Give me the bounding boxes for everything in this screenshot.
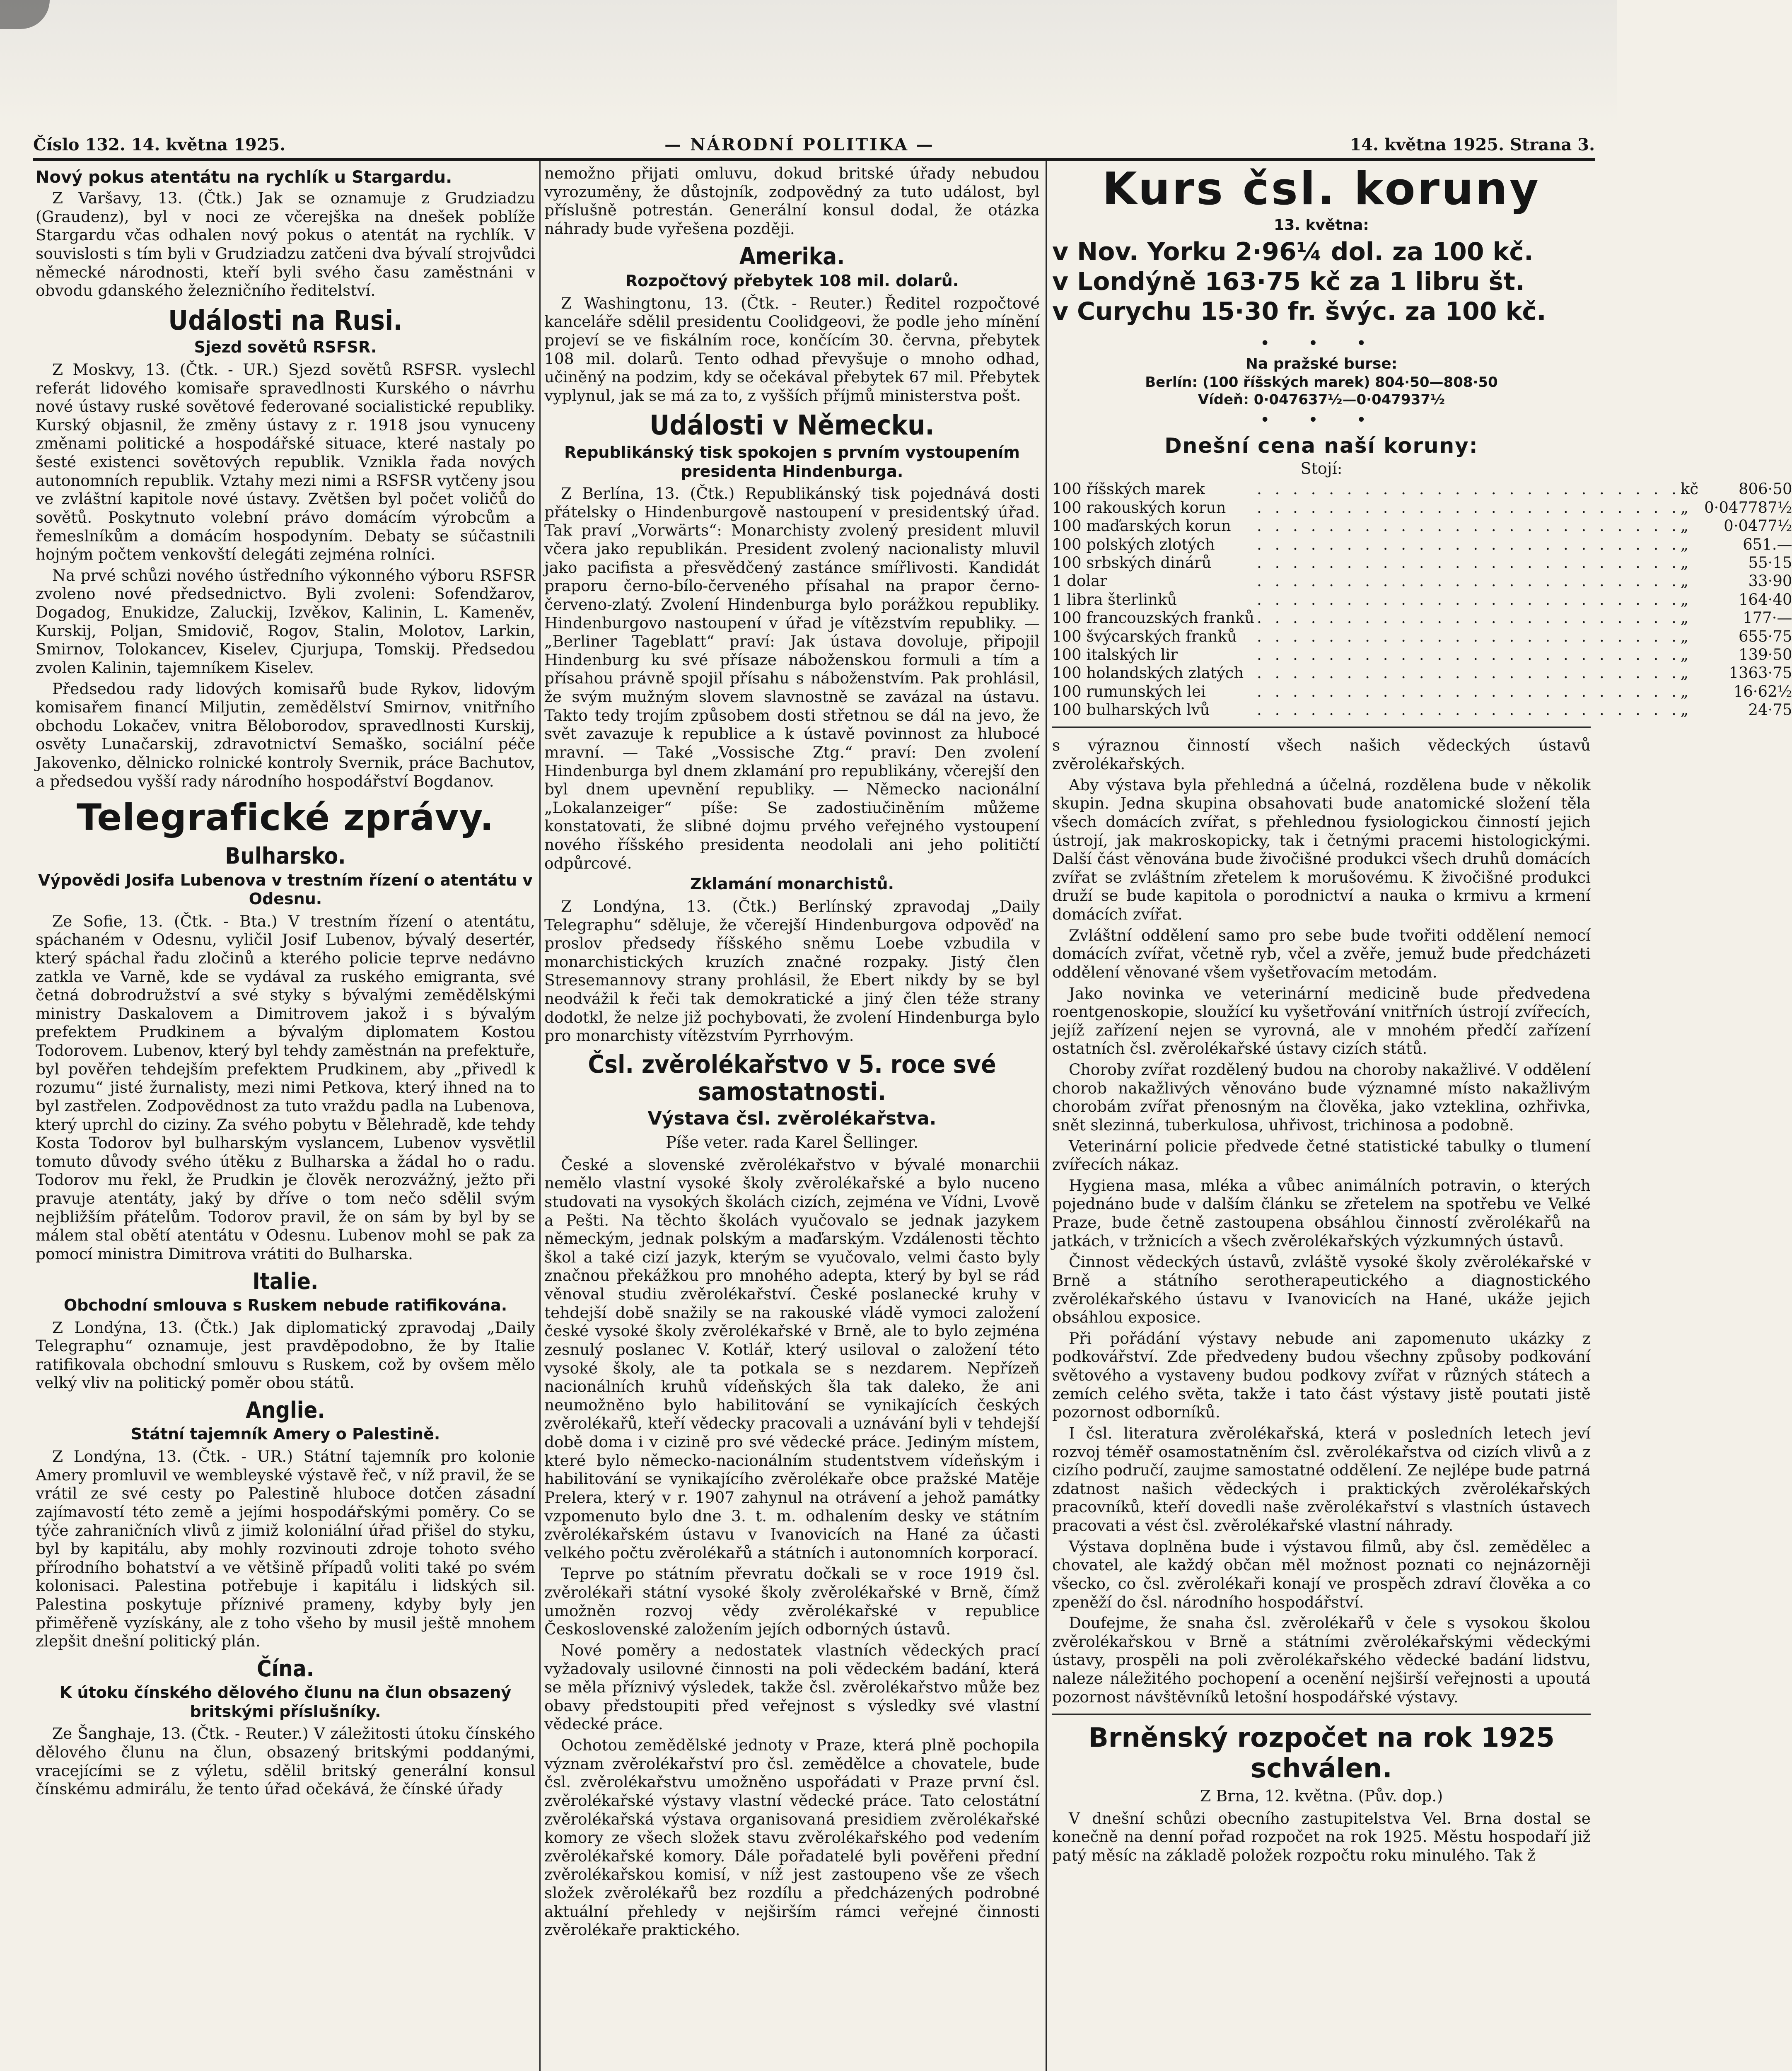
article-subtitle: Rozpočtový přebytek 108 mil. dolarů. <box>625 272 959 290</box>
leader-dots: . . . . . . . . . . . . . . . . . . . . . . . . <box>1257 682 1681 700</box>
country-heading-anglie: Anglie. <box>246 1397 325 1424</box>
section-title-telegraficke: Telegrafické zprávy. <box>77 796 494 839</box>
rate-value: 24·75 <box>1748 701 1792 719</box>
rate-row <box>1052 664 1792 682</box>
rate-currency: 1 dolar <box>1052 572 1107 590</box>
rate-unit: kč <box>1680 480 1699 498</box>
rate-currency: 100 rakouských korun <box>1052 498 1226 517</box>
article-text: České a slovenské zvěrolékařstvo v bývalé monarchii nemělo vlastní vysoké školy zvěrolékařské a bylo nuceno studovati na vysokých školách cizích, zejména ve Vídni, Lvově a Pešti. Na těchto školách vyučovalo se jednak jazykem německým, jednak polským a maďarským. Vzdálenosti těchto škol a také cizí jazyk, kterým se vyučovalo, velmi často byly značnou překážkou pro mnohého adepta, který by byl se rád věnoval studiu zvěrolékařství. České poslanecké kruhy v tehdejší době snažily se na rakouské vládě vymoci založení české vysoké školy zvěrolékařské v Brně, ale to bylo zejména zesnulý poslanec V. Kotlář, který usiloval o založení této vysoké školy, ale ta potkala se s nezdarem. Nepřízeň nacionálních kruhů vídeňských šla tak daleko, že ani neumožněno bylo habilitování se vynikajících českých zvěrolékařů, kteří vědecky pracovali a uznávání byli v tehdejší době doma i v cizině pro své vědecké práce. Jediným místem, které bylo německo-nacionálním studentstvem vídeňským i habilitování se vynikajícího zvěrolékaře obce pražské Matěje Prelera, který v r. 1907 zahynul na otrávení a jehož památky vzpomenuto bylo dne 3. t. m. odhalením desky ve státním zvěrolékařském ústavu v Ivanovicích na Hané za účasti velkého počtu zvěrolékařů a státních i autonomních korporací. <box>544 1155 1040 1562</box>
rate-row <box>1052 517 1792 535</box>
leader-dots: . . . . . . . . . . . . . . . . . . . . . . . . <box>1257 553 1681 572</box>
leader-dots: . . . . . . . . . . . . . . . . . . . . . . . . <box>1257 664 1681 682</box>
article-text: Z Berlína, 13. (Čtk.) Republikánský tisk pojednává dosti přátelsky o Hindenburgově nastoupení v presidentský úřad. Tak praví „Vorwärts“: Monarchisty zvolený president mluvil včera jako republikán. President zvolený nacionalisty mluvil jako pacifista a přesvědčený zastánce smířlivosti. Kandidát praporu černo-bílo-červeného přísahal na prapor černo-červeno-zlatý. Zvolení Hindenburga bylo porážkou republiky. Hindenburgovo nastoupení v úřad je vítězstvím republiky. — „Berliner Tageblatt“ praví: Jak ústava dovoluje, připojil Hindenburg ku své přísaze náboženskou formuli a tím a přísahou právně spojil přísahu s náboženstvím. Pak prohlásil, že svým mužným slovem slavnostně se zavázal na ústavu. Takto tedy trojím způsobem dosti střetnou se dál na jevo, že svět zavazuje k republice a k ústavě povinnost za hlubocé mravní. — Také „Vossische Ztg.“ praví: Den zvolení Hindenburga byl dnem zklamání pro republikány, včerejší den byl dnem upevnění republiky. — Německo nacionální „Lokalanzeiger“ píše: Se zadostiučiněním můžeme konstatovati, že slibné dojmu prvého veřejného vystoupení nového říšského presidenta neodolali ani jeho političtí odpůrcové. <box>544 484 1040 872</box>
rate-value: 164·40 <box>1739 590 1792 608</box>
column-separator <box>1052 1714 1591 1715</box>
rate-currency: 100 maďarských korun <box>1052 517 1231 535</box>
article-text: nemožno přijati omluvu, dokud britské úřady nebudou vyrozuměny, že důstojník, zodpovědný za tuto událost, byl příslušně potrestán. Generální konsul dodal, že otázka náhrady bude vyřešena později. <box>544 164 1040 238</box>
leader-dots: . . . . . . . . . . . . . . . . . . . . . . . . <box>1257 498 1681 517</box>
rate-value: 177·— <box>1743 609 1792 627</box>
separator-stars: • • • <box>1260 410 1383 430</box>
article-text: Nové poměry a nedostatek vlastních vědeckých prací vyžadovaly usilovné činnosti na poli vědeckém badání, která se měla příznivý výsledek, takže čsl. zvěrolékařstvo může bez obavy předstoupiti před veřejnost s výsledky své vlastní vědecké práce. <box>544 1641 1040 1733</box>
rate-currency: 1 libra šterlinků <box>1052 590 1177 608</box>
bourse-berlin: Berlín: (100 říšských marek) 804·50—808·50 <box>1145 374 1498 391</box>
rate-currency: 100 rumunských lei <box>1052 682 1206 700</box>
leader-dots: . . . . . . . . . . . . . . . . . . . . . . . . <box>1257 590 1681 608</box>
country-heading-italie: Italie. <box>252 1268 319 1294</box>
separator-stars: • • • <box>1260 334 1383 353</box>
leader-dots: . . . . . . . . . . . . . . . . . . . . . . . . <box>1257 627 1681 645</box>
rate-currency: 100 říšských marek <box>1052 480 1205 498</box>
rate-currency: 100 italských lir <box>1052 645 1178 664</box>
rate-unit: „ <box>1680 535 1689 553</box>
article-text: Doufejme, že snaha čsl. zvěrolékařů v čele s vysokou školou zvěrolékařskou v Brně a státními zvěrolékařskými vědeckými ústavy, prospěli na poli zvěrolékařského vědecké badání lidstvu, naleze náležitého pochopení a ocenění nejširší veřejnosti a upoutá pozornost návštěvníků letošní hospodářské výstavy. <box>1052 1614 1591 1706</box>
rate-london: v Londýně 163·75 kč za 1 libru št. <box>1052 267 1525 297</box>
article-subtitle: Státní tajemník Amery o Palestině. <box>130 1425 440 1443</box>
article-text: Veterinární policie předvede četné statistické tabulky o tlumení zvířecích nákaz. <box>1052 1137 1591 1174</box>
article-author: Píše veter. rada Karel Šellinger. <box>666 1133 918 1151</box>
article-subtitle: Sjezd sovětů RSFSR. <box>194 338 377 357</box>
rate-value: 55·15 <box>1748 553 1792 572</box>
rate-value: 806·50 <box>1739 480 1792 498</box>
section-title-nemecko: Události v Německu. <box>650 409 935 442</box>
rate-row <box>1052 609 1792 627</box>
rate-value: 0·0477½ <box>1724 517 1792 535</box>
article-subtitle: Zklamání monarchistů. <box>690 875 894 893</box>
issue-number-date: Číslo 132. 14. května 1925. <box>33 135 286 154</box>
rate-currency: 100 francouzských franků <box>1052 609 1255 627</box>
article-text: Ochotou zemědělské jednoty v Praze, která plně pochopila význam zvěrolékařství pro čsl. zemědělce a chovatele, bude čsl. zvěrolékařstvu umožněno uspořádati v Praze první čsl. zvěrolékařské výstavy vlastní vědecké práce. Tato celostátní zvěrolékařská výstava organisovaná presidiem zvěrolékařské komory ze všech složek stavu zvěrolékařského pod vedením zvěrolékařské komory. Dále pořadatelé byli pověřeni přední zvěrolékařskou komisí, v níž jest zastoupeno vše ze všech složek zvěrolékařů bez rozdílu a předcházených podrobné aktuální přehledy v nejširším rámci veřejné činnosti zvěrolékaře praktického. <box>544 1736 1040 1939</box>
article-text: Ze Sofie, 13. (Čtk. - Bta.) V trestním řízení o atentátu, spáchaném v Odesnu, vyličil Josif Lubenov, bývalý desertér, který spáchal řadu zločinů a kterého policie teprve nedávno zatkla ve Varně, kde se vydával za ruského emigranta, své četná dobrodružství a své styky s bývalými zemědělskými ministry Daskalovem a Dimitrovem jakož i s bývalým prefektem Prudkinem a bývalým diplomatem Kostou Todorovem. Lubenov, který byl tehdy zaměstnán na prefektuře, byl pověřen tehdejším prefektem Prudkinem, aby „přivedl k rozumu“ jisté žurnalisty, mezi nimi Petkova, který ihned na to byl zastřelen. Zodpovědnost za tuto vraždu padla na Lubenova, který uprchl do ciziny. Za svého pobytu v Bělehradě, kde tehdy Kosta Todorov byl bulharským vyslancem, Lubenov vysvětlil tomuto důvody svého útěku z Bulharska a žádal ho o radu. Todorov mu řekl, že Prudkin je člověk nerozvážný, ježto při pravuje atentáty, jaký by dříve o tom nečo sdělil svým nejbližším přátelům. Todorov pravil, že on sám by byl by se málem stal obětí atentátu v Odesnu. Lubenov mohl se pak za pomocí ministra Dimitrova vrátiti do Bulharska. <box>36 912 535 1263</box>
rate-unit: „ <box>1680 664 1689 682</box>
page-top-margin <box>0 0 1617 124</box>
rate-unit: „ <box>1680 590 1689 608</box>
article-text: V dnešní schůzi obecního zastupitelstva Vel. Brna dostal se konečně na denní pořad rozpočet na rok 1925. Městu hospodaří již patý měsíc na základě položek rozpočtu roku minulého. Tak ž <box>1052 1809 1591 1864</box>
rate-currency: 100 bulharských lvů <box>1052 701 1210 719</box>
article-text: Choroby zvířat rozdělený budou na choroby nakažlivé. V oddělení chorob nakažlivých věnováno bude významné místo nakažlivým chorobám zvířat přenosným na člověka, jako vzteklina, ozhřivka, snět slezinná, tuberkulosa, uhřivost, trichinosa a podobně. <box>1052 1060 1591 1134</box>
section-title-rusko: Události na Rusi. <box>168 304 403 336</box>
rates-table <box>1052 480 1792 719</box>
date-page-number: 14. května 1925. Strana 3. <box>1350 135 1595 154</box>
country-heading-cina: Čína. <box>256 1655 314 1682</box>
newspaper-title: — NÁRODNÍ POLITIKA — <box>664 135 935 154</box>
leader-dots: . . . . . . . . . . . . . . . . . . . . . . . . <box>1257 572 1681 590</box>
rate-row <box>1052 554 1792 572</box>
rate-new-york: v Nov. Yorku 2·96¼ dol. za 100 kč. <box>1052 237 1534 267</box>
article-title-brno-budget: Brněnský rozpočet na rok 1925 schválen. <box>1088 1723 1555 1784</box>
article-text: Předsedou rady lidových komisařů bude Rykov, lidovým komisařem financí Miljutin, zemědělství Smirnov, vnitřního obchodu Lokačev, vnitra Běloborodov, spravedlnosti Kurskij, osvěty Lunačarskij, zdravotnictví Semaško, sociální péče Jakovenko, dělnicko rolnické kontroly Svernik, práce Bachutov, a předsedou vyšší rady národního hospodářství Bogdanov. <box>36 679 535 790</box>
rate-unit: „ <box>1680 627 1689 645</box>
rate-row <box>1052 499 1792 517</box>
column-rule-1 <box>539 161 541 2071</box>
article-text: Ze Šanghaje, 13. (Čtk. - Reuter.) V záležitosti útoku čínského dělového člunu na člun, obsazený britskými poddanými, vracejícími se z výletu, sdělil britský generální konsul čínskému admirálu, že tento úřad očekává, že čínské úřady <box>36 1724 535 1798</box>
article-subtitle: K útoku čínského dělového člunu na člun obsazený britskými příslušníky. <box>59 1683 512 1721</box>
leader-dots: . . . . . . . . . . . . . . . . . . . . . . . . <box>1257 609 1681 627</box>
article-text: Hygiena masa, mléka a vůbec animálních potravin, o kterých pojednáno bude v dalším článku se zřetelem na spotřebu ve Velké Praze, bude četně zastoupena obsáhlou činností zvěrolékařů na jatkách, v tržnicích a všech zvěrolékařských výzkumných ústavů. <box>1052 1176 1591 1250</box>
article-text: Výstava doplněna bude i výstavou filmů, aby čsl. zemědělec a chovatel, ale každý občan měl možnost poznati co nejnázorněji všecko, co čsl. zvěrolékaři konají ve prospěch zdraví člověka a co zpeněží do čsl. národního hospodářství. <box>1052 1537 1591 1611</box>
rate-row <box>1052 536 1792 554</box>
exchange-rate-date: 13. května: <box>1274 217 1369 234</box>
leader-dots: . . . . . . . . . . . . . . . . . . . . . . . . <box>1257 517 1681 535</box>
rate-row <box>1052 480 1792 498</box>
rate-unit: „ <box>1680 682 1689 700</box>
rate-currency: 100 polských zlotých <box>1052 535 1215 553</box>
article-text: I čsl. literatura zvěrolékařská, která v posledních letech jeví rozvoj téměř osamostatněním čsl. zvěrolékařstva od cizích vlivů a z cizího područí, zaujme samostatné oddělení. Ze nejlépe bude patrná zdatnost našich vědeckých i praktických zvěrolékařských pracovníků, kteří dovedli naše zvěrolékařství s vlastních ústavech pracovati a vést čsl. zvěrolékařské vlastní náhrady. <box>1052 1424 1591 1535</box>
article-text: Činnost vědeckých ústavů, zvláště vysoké školy zvěrolékařské v Brně a státního serotherapeutického a diagnostického zvěrolékařského ústavu v Ivanovicích na Hané, ukáže jejich obsáhlou exposice. <box>1052 1253 1591 1327</box>
article-text: Zvláštní oddělení samo pro sebe bude tvořiti oddělení nemocí domácích zvířat, včetně ryb, včel a zvěře, jemuž bude předcházeti oddělení věnované všem vyšetřovacím metodám. <box>1052 926 1591 981</box>
rate-unit: „ <box>1680 609 1689 627</box>
column-separator <box>1052 727 1591 728</box>
exchange-rate-title: Kurs čsl. koruny <box>1102 163 1541 215</box>
column-2 <box>544 164 1040 2071</box>
rate-value: 33·90 <box>1748 572 1792 590</box>
article-text: s výraznou činností všech našich vědeckých ústavů zvěrolékařských. <box>1052 736 1591 773</box>
bourse-heading: Na pražské burse: <box>1245 355 1398 373</box>
article-subtitle: Výpovědi Josifa Lubenova v trestním řízení o atentátu v Odesnu. <box>38 871 533 908</box>
rate-currency: 100 holandských zlatých <box>1052 664 1244 682</box>
country-heading-amerika: Amerika. <box>739 243 845 270</box>
rate-row <box>1052 591 1792 609</box>
column-rule-2 <box>1046 161 1047 2071</box>
rate-row <box>1052 572 1792 590</box>
rate-zurich: v Curychu 15·30 fr. švýc. za 100 kč. <box>1052 297 1546 326</box>
rate-row <box>1052 683 1792 701</box>
rate-unit: „ <box>1680 572 1689 590</box>
column-3 <box>1052 163 1792 2071</box>
article-subtitle: Obchodní smlouva s Ruskem nebude ratifikována. <box>63 1296 507 1314</box>
article-text: Z Varšavy, 13. (Čtk.) Jak se oznamuje z Grudziadzu (Graudenz), byl v noci ze včerejška na dnešek poblíže Stargardu včas odhalen nový pokus o atentát na rychlík. V souvislosti s tím byli v Grudziadzu zatčeni dva bývalí strojvůdci německé národnosti, kteří byli svého času zaměstnáni v obvodu gdanského železničního ředitelství. <box>36 189 535 300</box>
leader-dots: . . . . . . . . . . . . . . . . . . . . . . . . <box>1257 480 1681 498</box>
rate-value: 139·50 <box>1739 645 1792 664</box>
article-text: Z Londýna, 13. (Čtk.) Jak diplomatický zpravodaj „Daily Telegraphu“ oznamuje, jest pravděpodobno, že by Italie ratifikovala obchodní smlouvu s Ruskem, což by ovšem mělo velký vliv na politický poměr obou států. <box>36 1318 535 1392</box>
rate-row <box>1052 701 1792 719</box>
article-subtitle: Republikánský tisk spokojen s prvním vystoupením presidenta Hindenburga. <box>564 443 1020 480</box>
rate-unit: „ <box>1680 517 1689 535</box>
article-text: Z Londýna, 13. (Čtk. - UR.) Státní tajemník pro kolonie Amery promluvil ve wembleyské výstavě řeč, v níž pravil, že se vrátil ze své cesty po Palestině hluboce dotčen zásadní zajímavostí této země a jejími hospodářskými poměry. Co se týče zahraničních vlivů z jimiž koloniální úřad přišel do styku, byl by kapitálu, aby mohly rozvinouti zdroje tohoto svého přírodního bohatství a ve většině případů voliti také po svém kolonisaci. Palestina potřebuje i kapitálu i lidských sil. Palestina poskytuje příznivé prameny, kdyby byly jen přiměřeně vyzískány, ale z toho všeho by musil ještě mnohem zlepšit dnešní politický plán. <box>36 1447 535 1651</box>
page-header <box>33 132 1595 161</box>
article-text: Při pořádání výstavy nebude ani zapomenuto ukázky z podkovářství. Zde předvedeny budou všechny způsoby podkování světového a vystaveny budou podkovy zvířat v různých státech a zemích celého světa, takže i tato část výstavy jistě poutati jistě pozornost odborníků. <box>1052 1329 1591 1422</box>
rate-value: 0·047787½ <box>1704 498 1792 517</box>
article-text: Z Moskvy, 13. (Čtk. - UR.) Sjezd sovětů RSFSR. vyslechl referát lidového komisaře spravedlnosti Kurského o návrhu nové ústavy ruské sovětové federované socialistické republiky. Kurský objasnil, že změny ústavy z r. 1918 jsou vynuceny změnami politické a hospodářské situace, které nastaly po šesté existenci sovětových republik. Vznikla řada nových autonomních republik. Vztahy mezi nimi a RSFSR vytčeny jsou ve zvláštní kapitole nové ústavy. Zvětšen byl počet voličů do sovětů. Poskytnuto volební právo domácím výrobcům a řemeslníkům a domácím hospodyním. Debaty se súčastnili hojným počtem venkovští delegáti zejména rolníci. <box>36 360 535 564</box>
article-text: Z Londýna, 13. (Čtk.) Berlínský zpravodaj „Daily Telegraphu“ sděluje, že včerejší Hindenburgova odpověď na proslov předsedy říšského sněmu Loebe vzbudila v monarchistických kruzích značné rozpaky. Jistý člen Stresemannovy strany prohlásil, že Ebert nikdy by se byl neodvážil k řeči tak demokratické a jiný člen téže strany dodotkl, že nelze již pochybovati, že zvolení Hindenburga bylo pro monarchisty vítězstvím Pyrrhovým. <box>544 897 1040 1045</box>
country-heading-bulharsko: Bulharsko. <box>225 843 346 869</box>
rate-row <box>1052 646 1792 664</box>
leader-dots: . . . . . . . . . . . . . . . . . . . . . . . . <box>1257 701 1681 719</box>
column-1 <box>36 164 535 2071</box>
article-text: Na prvé schůzi nového ústředního výkonného výboru RSFSR zvoleno nové předsednictvo. Byli zvoleni: Sofendžarov, Dogadog, Enukidze, Zaluckij, Izvěkov, Kalinin, L. Kameněv, Kurskij, Poljan, Smidovič, Rogov, Stalin, Molotov, Larkin, Smirnov, Tolokancev, Kiselev, Cjurjupa, Tomskij. Předsedou zvolen Kalinin, tajemníkem Kiselev. <box>36 566 535 677</box>
rate-currency: 100 srbských dinárů <box>1052 553 1212 572</box>
rate-row <box>1052 628 1792 646</box>
rate-unit: „ <box>1680 701 1689 719</box>
article-title-zverolekarstvo: Čsl. zvěrolékařstvo v 5. roce své samostatnosti. <box>588 1050 996 1106</box>
rate-value: 651.— <box>1743 535 1792 553</box>
stoji-label: Stojí: <box>1300 459 1343 478</box>
article-text: Jako novinka ve veterinární medicině bude předvedena roentgenoskopie, sloužící ku vyšetřování vnitřních ústrojí zvířecích, jejíž zařízení nejen se vyrovná, ale v mnohém předčí zařízení ostatních čsl. zvěrolékařské ústavy cizích států. <box>1052 984 1591 1058</box>
leader-dots: . . . . . . . . . . . . . . . . . . . . . . . . <box>1257 535 1681 553</box>
rate-currency: 100 švýcarských franků <box>1052 627 1237 645</box>
rate-unit: „ <box>1680 553 1689 572</box>
article-text: Aby výstava byla přehledná a účelná, rozdělena bude v několik skupin. Jedna skupina obsahovati bude anatomické složení těla všech domácích zvířat, s přehlednou fysiologickou činností jejich ústrojí, jak makroskopicky, tak i četnými pracemi histologickými. Další část věnována bude živočišné produkci všech druhů domácích zvířat se zvláštním zřetelem k morušovému. K živočišné produkci druží se bude kapitola o porodnictví a nauka o krmivu a krmení domácích zvířat. <box>1052 775 1591 924</box>
rate-value: 655·75 <box>1739 627 1792 645</box>
article-text: Teprve po státním převratu dočkali se v roce 1919 čsl. zvěrolékaři státní vysoké školy zvěrolékařské v Brně, čímž umožněn rozvoj vědy zvěrolékařské v republice Československé založením jejích odborných ústavů. <box>544 1564 1040 1639</box>
article-text: Z Washingtonu, 13. (Čtk. - Reuter.) Ředitel rozpočtové kanceláře sdělil presidentu Coolidgeovi, že podle jeho mínění projeví se ve fiskálním roce, končícím 30. června, přebytek 108 mil. dolarů. Tento odhad převyšuje o mnoho odhad, učiněný na podzim, kdy se očekával přebytek 67 mil. Přebytek vyplynul, jak se má za to, z vyšších příjmů ministerstva pošt. <box>544 294 1040 405</box>
todays-rate-heading: Dnešní cena naší koruny: <box>1164 434 1478 458</box>
article-byline: Z Brna, 12. května. (Pův. dop.) <box>1200 1786 1443 1805</box>
rate-value: 16·62½ <box>1733 682 1792 700</box>
bourse-vienna: Vídeň: 0·047637½—0·047937½ <box>1198 391 1445 408</box>
article-subtitle: Výstava čsl. zvěrolékařstva. <box>647 1108 937 1129</box>
header-rule <box>33 158 1595 161</box>
rate-unit: „ <box>1680 645 1689 664</box>
leader-dots: . . . . . . . . . . . . . . . . . . . . . . . . <box>1257 645 1681 664</box>
rate-unit: „ <box>1680 498 1689 517</box>
rate-value: 1363·75 <box>1729 664 1792 682</box>
article-title-stargard: Nový pokus atentátu na rychlík u Stargardu. <box>36 168 452 187</box>
